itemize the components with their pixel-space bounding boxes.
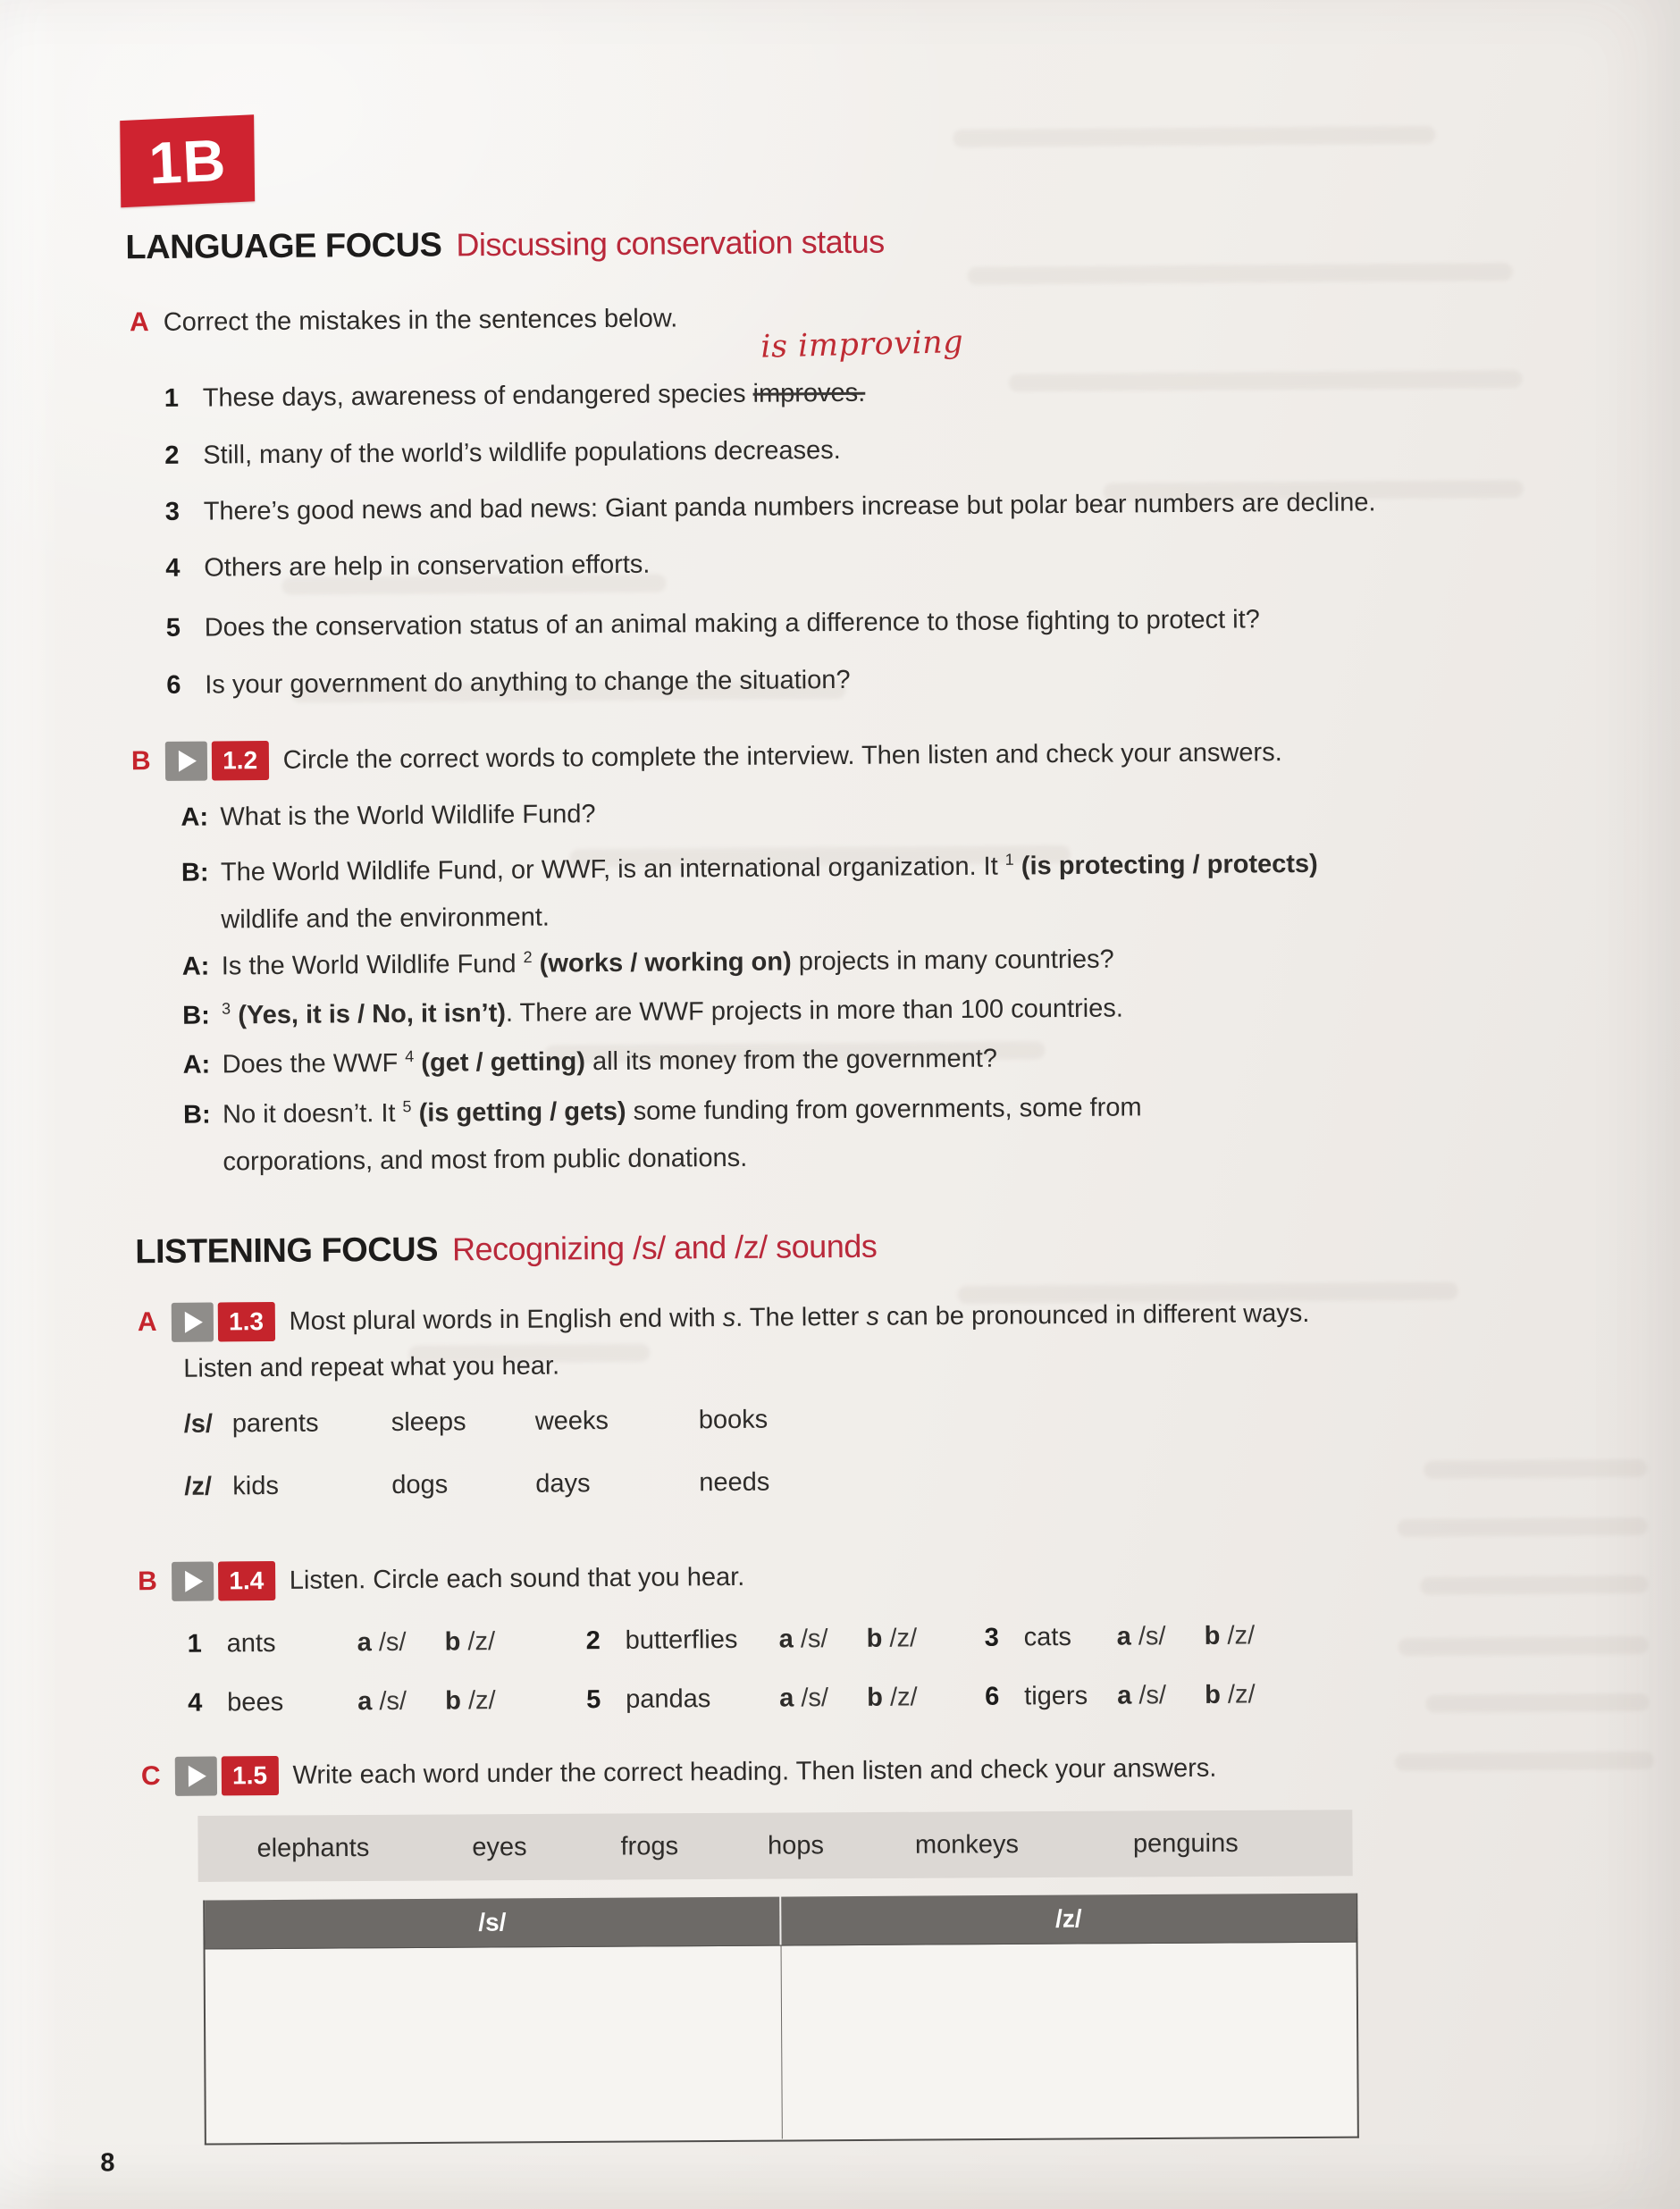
- audio-play-icon: [164, 742, 206, 781]
- exercise-b-label: B: [130, 746, 151, 777]
- dialog-line: [181, 800, 595, 833]
- page-number: 8: [100, 2148, 115, 2178]
- option-b: b /z/: [866, 1624, 918, 1653]
- bleed-through-artifact: [1424, 1459, 1647, 1479]
- sound-label: /z/: [184, 1472, 213, 1501]
- exercise-b-row: [131, 733, 1282, 781]
- handwritten-correction: is improving: [760, 323, 964, 365]
- sentence-row: [164, 436, 841, 471]
- sentence-text: Does the conservation status of an animal making a difference to those fighting to protect it?: [204, 605, 1260, 643]
- audio-icon: [172, 1561, 275, 1601]
- item-word: cats: [1023, 1622, 1072, 1652]
- item-number: 1: [187, 1629, 202, 1659]
- dialog-line: [182, 995, 1123, 1031]
- dialog-text: corporations, and most from public donations.: [223, 1143, 748, 1177]
- item-number: 5: [586, 1685, 601, 1715]
- item-number: 4: [188, 1688, 203, 1718]
- sorting-table-body: [206, 1943, 1357, 2143]
- sound-choice-row: [188, 1680, 1256, 1718]
- bleed-through-artifact: [1395, 1751, 1654, 1771]
- audio-icon: [174, 1756, 278, 1796]
- sentence-number: 5: [165, 613, 181, 643]
- sentence-text: There’s good news and bad news: Giant panda numbers increase but polar bear numbers are decline.: [203, 488, 1376, 526]
- option-b: b /z/: [867, 1683, 918, 1712]
- sound-word: needs: [699, 1467, 770, 1498]
- item-word: tigers: [1024, 1681, 1088, 1711]
- word-bank-item: hops: [767, 1830, 825, 1860]
- sentence-number: 2: [164, 441, 180, 470]
- audio-play-icon: [174, 1757, 216, 1796]
- bleed-through-artifact: [1398, 1517, 1648, 1537]
- word-bank: [197, 1810, 1352, 1882]
- audio-track-badge: 1.2: [211, 741, 268, 781]
- dialog-speaker: A:: [182, 1050, 211, 1079]
- listening-b-instruction: Listen. Circle each sound that you hear.: [289, 1562, 745, 1595]
- option-b: b /z/: [444, 1627, 496, 1657]
- sound-word: books: [698, 1405, 769, 1435]
- listening-a-row: [138, 1294, 1310, 1342]
- sentence-text: Is your government do anything to change the situation?: [205, 665, 851, 700]
- table-cell-s: [206, 1946, 783, 2143]
- section-title: LANGUAGE FOCUS: [125, 226, 442, 267]
- bleed-through-artifact: [953, 126, 1435, 147]
- sentence-row: [165, 488, 1376, 527]
- unit-badge: [120, 114, 255, 207]
- bleed-through-artifact: [968, 263, 1513, 285]
- dialog-text: Does the WWF $^4$ (get / getting) all its money from the government?: [222, 1044, 998, 1079]
- item-number: 2: [585, 1626, 601, 1656]
- item-word: pandas: [626, 1684, 711, 1714]
- sentence-row: [166, 605, 1260, 643]
- dialog-speaker: B:: [182, 1100, 211, 1130]
- item-number: 6: [985, 1682, 1000, 1711]
- dialog-line: [183, 1045, 998, 1080]
- word-bank-item: elephants: [256, 1833, 370, 1863]
- dialog-text: wildlife and the environment.: [221, 903, 550, 935]
- sentence-text: Others are help in conservation efforts.: [204, 550, 651, 583]
- unit-badge-label: 1B: [147, 126, 228, 197]
- audio-track-badge: 1.3: [217, 1302, 274, 1342]
- sound-label: /s/: [183, 1409, 214, 1439]
- sorting-table: [203, 1894, 1359, 2146]
- sound-word: weeks: [534, 1407, 609, 1436]
- dialog-line: [183, 1144, 747, 1178]
- sentence-number: 4: [165, 553, 181, 583]
- bleed-through-artifact: [1399, 1636, 1649, 1656]
- dialog-speaker: B:: [182, 1001, 210, 1030]
- bleed-through-artifact: [1009, 370, 1523, 392]
- bleed-through-artifact: [1420, 1575, 1648, 1595]
- option-a: a /s/: [779, 1684, 829, 1713]
- section-subtitle: Recognizing /s/ and /z/ sounds: [451, 1227, 878, 1268]
- option-a: a /s/: [1116, 1622, 1166, 1651]
- listening-a-label: A: [137, 1307, 157, 1338]
- sentence-text: Still, many of the world’s wildlife populations decreases.: [203, 435, 841, 470]
- dialog-speaker: A:: [181, 802, 209, 832]
- sound-word: parents: [231, 1408, 319, 1439]
- listening-a-instruction-line2: Listen and repeat what you hear.: [183, 1351, 560, 1383]
- item-number: 3: [984, 1623, 999, 1652]
- exercise-a-row: [130, 303, 677, 338]
- table-header-s: /s/: [205, 1897, 781, 1949]
- dialog-text: What is the World Wildlife Fund?: [220, 800, 596, 832]
- dialog-text: Is the World Wildlife Fund $^2$ (works / working on) projects in many countries?: [221, 945, 1114, 981]
- dialog-line: [181, 850, 1318, 888]
- sound-word: days: [535, 1469, 591, 1499]
- sentence-number: 6: [166, 670, 181, 700]
- dialog-line: [181, 903, 550, 936]
- audio-play-icon: [172, 1562, 214, 1601]
- listening-c-label: C: [140, 1760, 161, 1792]
- option-a: a /s/: [778, 1625, 828, 1654]
- word-bank-item: monkeys: [914, 1829, 1020, 1860]
- play-triangle-icon: [189, 1766, 206, 1787]
- listening-b-row: [138, 1558, 744, 1601]
- sentence-row: [166, 666, 851, 701]
- item-word: butterflies: [625, 1625, 738, 1655]
- listening-c-instruction: Write each word under the correct heading. Then listen and check your answers.: [292, 1753, 1217, 1790]
- dialog-text: No it doesn’t. It $^5$ (is getting / gets) some funding from governments, some from: [222, 1093, 1142, 1130]
- listening-a-instruction-line1: Most plural words in English end with s. The letter s can be pronounced in different ways.: [289, 1298, 1310, 1336]
- play-triangle-icon: [185, 1571, 203, 1592]
- dialog-text: $^3$ (Yes, it is / No, it isn’t). There are WWF projects in more than 100 countries.: [222, 994, 1123, 1030]
- dialog-speaker: A:: [181, 952, 210, 981]
- sound-row-z: [184, 1468, 769, 1502]
- option-b: b /z/: [1205, 1680, 1256, 1709]
- exercise-b-instruction: Circle the correct words to complete the interview. Then listen and check your answers.: [282, 737, 1282, 775]
- table-cell-z: [781, 1943, 1357, 2139]
- listening-b-label: B: [138, 1566, 157, 1597]
- language-focus-heading: [125, 223, 885, 268]
- audio-icon: [171, 1302, 274, 1342]
- section-subtitle: Discussing conservation status: [456, 223, 885, 264]
- sound-row-s: [184, 1406, 769, 1440]
- option-a: a /s/: [357, 1686, 407, 1717]
- sound-choice-row: [188, 1621, 1256, 1659]
- dialog-speaker: B:: [181, 858, 209, 887]
- sentence-row: [164, 379, 866, 414]
- listening-c-row: [141, 1749, 1217, 1796]
- bleed-through-artifact: [1425, 1693, 1649, 1713]
- sentence-text: These days, awareness of endangered species improves.: [202, 378, 866, 413]
- sentence-row: [165, 550, 650, 584]
- dialog-line: [183, 1093, 1142, 1130]
- audio-track-badge: 1.4: [218, 1561, 275, 1601]
- audio-play-icon: [171, 1303, 213, 1342]
- exercise-a-instruction: Correct the mistakes in the sentences below.: [163, 303, 678, 337]
- word-bank-item: frogs: [620, 1831, 679, 1861]
- section-title: LISTENING FOCUS: [135, 1230, 439, 1272]
- dialog-line: [182, 945, 1114, 982]
- option-b: b /z/: [1204, 1621, 1256, 1650]
- option-a: a /s/: [357, 1627, 407, 1658]
- sentence-number: 1: [164, 383, 180, 413]
- sound-word: kids: [232, 1471, 280, 1501]
- sound-word: dogs: [391, 1470, 449, 1499]
- sorting-table-header: [205, 1894, 1356, 1950]
- sound-word: sleeps: [391, 1407, 466, 1437]
- table-header-z: /z/: [1054, 1904, 1082, 1933]
- play-triangle-icon: [179, 751, 197, 772]
- listening-focus-heading: [135, 1228, 877, 1272]
- dialog-text: The World Wildlife Fund, or WWF, is an international organization. It $^1$ (is protecting / protects): [220, 849, 1318, 887]
- word-bank-item: penguins: [1132, 1828, 1239, 1858]
- sentence-number: 3: [164, 497, 181, 526]
- option-b: b /z/: [445, 1686, 496, 1716]
- exercise-a-label: A: [129, 307, 149, 338]
- item-word: ants: [226, 1628, 276, 1659]
- audio-icon: [164, 741, 268, 781]
- play-triangle-icon: [185, 1312, 203, 1333]
- audio-track-badge: 1.5: [221, 1756, 278, 1796]
- option-a: a /s/: [1117, 1681, 1167, 1710]
- item-word: bees: [227, 1687, 284, 1718]
- word-bank-item: eyes: [472, 1832, 527, 1861]
